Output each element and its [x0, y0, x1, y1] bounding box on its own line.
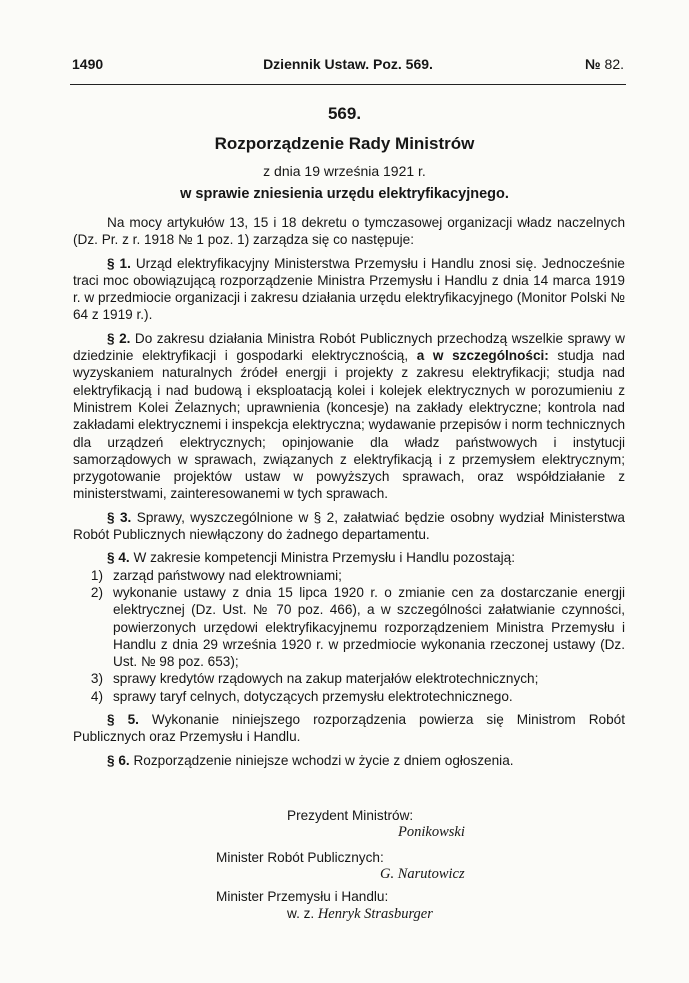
section-label: § 5.	[107, 712, 139, 728]
section-emphasis: a w szczególności:	[416, 348, 549, 364]
industry-minister-signature	[287, 906, 433, 923]
preamble: Na mocy artykułów 13, 15 i 18 dekretu o tymczasowej organizacji władz naczelnych (Dz. Pr. z r. 1918 № 1 poz. 1) zarządza się co następuje:	[73, 215, 625, 248]
act-number: 569.	[327, 104, 362, 123]
section-5	[73, 711, 625, 746]
list-number: 4)	[90, 688, 103, 704]
deputy-prefix: w. z.	[287, 906, 315, 921]
president-signature: Ponikowski	[398, 824, 465, 840]
act-subject: w sprawie zniesienia urzędu elektryfikacyjnego.	[180, 186, 509, 202]
list-text: sprawy taryf celnych, dotyczących przemysłu elektrotechnicznego.	[113, 688, 513, 704]
list-item	[73, 584, 625, 670]
issue-prefix: №	[585, 56, 601, 72]
page-number: 1490	[72, 56, 104, 72]
industry-minister-role: Minister Przemysłu i Handlu:	[216, 889, 389, 904]
section-label: § 3.	[107, 509, 132, 525]
section-text: Rozporządzenie niniejsze wchodzi w życie z dniem ogłoszenia.	[133, 752, 514, 768]
section-2	[73, 330, 625, 503]
issue-number	[585, 56, 624, 72]
section-text: Do zakresu działania Ministra Robót Publicznych przechodzą wszelkie sprawy w dziedzinie elektryfikacji i gospodarki elektrycznością,	[73, 330, 625, 364]
list-item	[73, 670, 625, 687]
section-4-list	[73, 567, 625, 705]
section-label: § 1.	[107, 255, 131, 271]
section-label: § 2.	[107, 330, 131, 346]
act-title: Rozporządzenie Rady Ministrów	[214, 134, 475, 153]
section-text: W zakresie kompetencji Ministra Przemysłu i Handlu pozostają:	[133, 550, 515, 566]
section-label: § 6.	[107, 752, 130, 768]
list-number: 1)	[90, 567, 103, 583]
list-text: sprawy kredytów rządowych na zakup materjałów elektrotechnicznych;	[113, 671, 539, 687]
list-text: wykonanie ustawy z dnia 15 lipca 1920 r. o zmianie cen za dostarczanie energji elektrycznej (Dz. Ust. № 70 poz. 466), a w szczególności załatwianie czynności, powierzonych urzędowi elektryfikacyjnemu rozporządzeniem Ministra Przemysłu i Handlu z dnia 29 września 1920 r. w przedmiocie wykonania rzeczonej ustawy (Dz. Ust. № 98 poz. 653);	[113, 584, 625, 670]
list-item	[73, 688, 625, 705]
issue-value: 82.	[604, 56, 624, 72]
list-item	[73, 567, 625, 584]
section-6	[73, 752, 625, 769]
section-text: studja nad wyzyskaniem naturalnych źródeł energji i projekty z zakresu elektryfikacji; studja nad elektryfikacją i nad budową i eksploatacją kolei i kolejek elektrycznych w porozumieniu z Ministrem Kolei Żelaznych; uprawnienia (koncesje) na zakłady elektryczne; kontrola nad zakładami elektrycznemi i inspekcja elektryczna; wydawanie przepisów i norm technicznych dla urządzeń elektrycznych; opinjowanie dla władz państwowych i instytucji samorządowych w sprawach, związanych z elektryfikacją i z przemysłem elektrycznym; przygotowanie projektów ustaw w powyższych sprawach, oraz współdziałanie z ministerstwami, zainteresowanemi w tych sprawach.	[73, 348, 625, 502]
section-1	[73, 255, 625, 324]
list-number: 2)	[90, 584, 103, 600]
president-role: Prezydent Ministrów:	[287, 808, 414, 823]
header-rule	[70, 84, 626, 85]
section-text: Wykonanie niniejszego rozporządzenia powierza się Ministrom Robót Publicznych oraz Przemysłu i Handlu.	[73, 712, 625, 745]
list-number: 3)	[90, 671, 103, 687]
section-text: Urząd elektryfikacyjny Ministerstwa Przemysłu i Handlu znosi się. Jednocześnie traci moc obowiązującą rozporządzenie Ministra Przemysłu i Handlu z dnia 14 marca 1919 r. w przedmiocie organizacji i zakresu działania urzędu elektryfikacyjnego (Monitor Polski № 64 z 1919 r.).	[73, 255, 625, 323]
journal-title: Dziennik Ustaw. Poz. 569.	[263, 56, 433, 72]
list-text: zarząd państwowy nad elektrowniami;	[113, 567, 342, 583]
works-minister-signature: G. Narutowicz	[380, 866, 465, 882]
section-text: Sprawy, wyszczególnione w § 2, załatwiać będzie osobny wydział Ministerstwa Robót Publicznych niewłączony do żadnego departamentu.	[73, 509, 625, 543]
running-header	[72, 52, 624, 78]
act-date: z dnia 19 września 1921 r.	[263, 163, 426, 179]
works-minister-role: Minister Robót Publicznych:	[216, 850, 384, 865]
section-label: § 4.	[107, 550, 130, 566]
industry-minister-name: Henryk Strasburger	[317, 906, 433, 922]
section-4	[73, 549, 625, 566]
act-body	[73, 214, 625, 775]
section-3	[73, 509, 625, 544]
